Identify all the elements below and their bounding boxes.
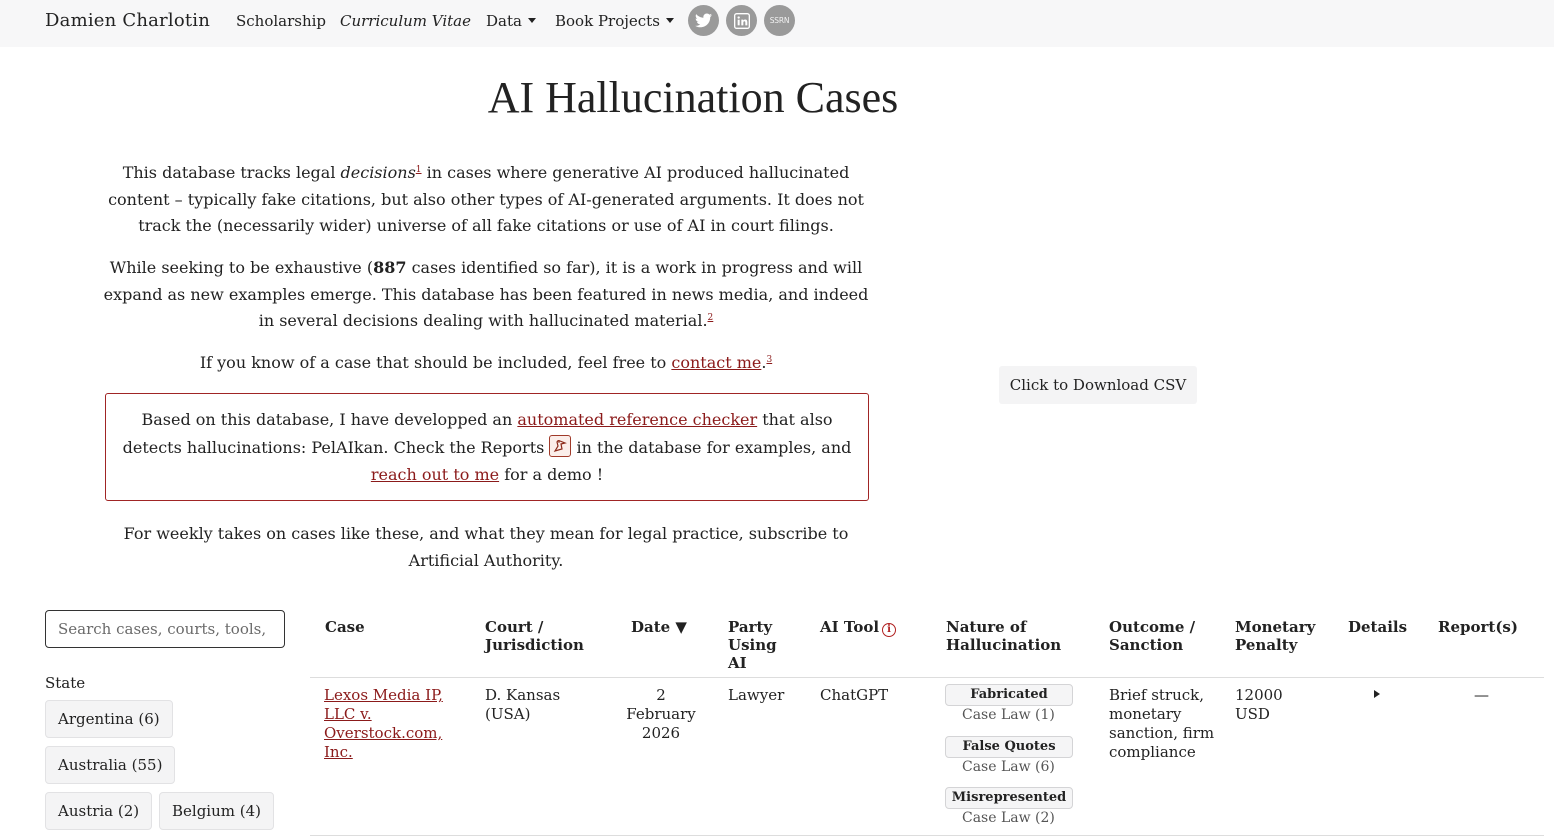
court-cell: D. Kansas (USA) bbox=[485, 686, 561, 723]
nature-tag-false-quotes: False Quotes bbox=[945, 736, 1073, 758]
brand-link[interactable]: Damien Charlotin bbox=[45, 10, 211, 31]
caret-down-icon bbox=[666, 18, 674, 23]
nav-scholarship[interactable]: Scholarship bbox=[236, 12, 327, 30]
case-link[interactable]: Lexos Media IP, LLC v. Overstock.com, Inc. bbox=[324, 686, 443, 761]
state-chip-argentina[interactable]: Argentina (6) bbox=[45, 700, 173, 738]
callout-text: in the database for examples, and bbox=[571, 437, 852, 457]
intro-paragraph-3 bbox=[100, 350, 872, 377]
table-header-divider bbox=[310, 677, 1544, 678]
column-header-ai-tool-label: AI Tool bbox=[820, 618, 880, 636]
column-header-penalty[interactable]: Monetary Penalty bbox=[1235, 618, 1316, 654]
state-chip-austria[interactable]: Austria (2) bbox=[45, 792, 152, 830]
footnote-2-link[interactable]: 2 bbox=[707, 313, 714, 323]
search-input[interactable] bbox=[45, 610, 285, 648]
nav-data-label: Data bbox=[486, 12, 522, 30]
page-title bbox=[0, 72, 1386, 123]
intro-text: . bbox=[761, 353, 767, 372]
twitter-icon[interactable] bbox=[688, 5, 719, 36]
state-chip-australia[interactable]: Australia (55) bbox=[45, 746, 175, 784]
pelican-report-icon bbox=[549, 435, 571, 457]
ssrn-label: SSRN bbox=[769, 16, 790, 25]
column-header-reports[interactable]: Report(s) bbox=[1438, 618, 1518, 636]
nav-book-projects-label: Book Projects bbox=[555, 12, 660, 30]
nature-tag-fabricated: Fabricated bbox=[945, 684, 1073, 706]
page-title-text: AI Hallucination Cases bbox=[487, 73, 899, 122]
reports-cell: — bbox=[1474, 686, 1489, 704]
nature-sub-false-quotes: Case Law (6) bbox=[962, 759, 1055, 775]
column-header-case[interactable]: Case bbox=[325, 618, 365, 636]
nature-sub-fabricated: Case Law (1) bbox=[962, 707, 1055, 723]
nav-book-projects-dropdown[interactable] bbox=[555, 12, 674, 30]
ai-tool-cell: ChatGPT bbox=[820, 686, 889, 704]
column-header-date-sorted[interactable]: Date ▼ bbox=[631, 618, 687, 636]
column-header-party[interactable]: Party Using AI bbox=[728, 618, 777, 672]
callout-text: for a demo ! bbox=[499, 465, 604, 484]
footnote-3-link[interactable]: 3 bbox=[766, 355, 773, 365]
ssrn-icon[interactable] bbox=[764, 5, 795, 36]
column-header-details[interactable]: Details bbox=[1348, 618, 1408, 636]
intro-paragraph-1 bbox=[100, 160, 872, 240]
linkedin-icon[interactable] bbox=[726, 5, 757, 36]
nature-sub-misrepresented: Case Law (2) bbox=[962, 810, 1055, 826]
intro-paragraph-2 bbox=[100, 255, 872, 335]
intro-text: If you know of a case that should be included, feel free to bbox=[199, 353, 672, 372]
column-header-court[interactable]: Court / Jurisdiction bbox=[485, 618, 584, 654]
column-header-ai-tool[interactable] bbox=[820, 618, 896, 637]
state-filter-label: State bbox=[45, 674, 86, 692]
state-chip-belgium[interactable]: Belgium (4) bbox=[159, 792, 274, 830]
nav-curriculum-vitae[interactable]: Curriculum Vitae bbox=[340, 12, 472, 30]
expand-details-icon[interactable] bbox=[1374, 690, 1380, 698]
nature-tag-misrepresented: Misrepresented bbox=[945, 787, 1073, 809]
navbar bbox=[0, 0, 1554, 47]
intro-emphasis: decisions bbox=[340, 163, 416, 182]
pelaikan-callout bbox=[105, 393, 869, 501]
reference-checker-link[interactable]: automated reference checker bbox=[517, 410, 758, 429]
callout-text: that also detects hallucinations: PelAIkan. Check the Reports bbox=[122, 410, 833, 457]
penalty-cell: 12000 USD bbox=[1235, 686, 1283, 723]
intro-text: in cases where generative AI produced hallucinated content – typically fake citations, but also other types of AI-generated arguments. It does not track the (necessarily wider) universe of all fake citations or use of AI in court filings. bbox=[108, 163, 864, 235]
footnote-1-link[interactable]: 1 bbox=[415, 165, 422, 175]
info-icon[interactable]: i bbox=[882, 623, 896, 637]
download-csv-button[interactable]: Click to Download CSV bbox=[999, 366, 1197, 404]
date-cell: 2 February 2026 bbox=[626, 686, 696, 742]
contact-me-link[interactable]: contact me bbox=[671, 353, 762, 372]
nav-data-dropdown[interactable] bbox=[486, 12, 536, 30]
column-header-nature[interactable]: Nature of Hallucination bbox=[946, 618, 1062, 654]
intro-paragraph-subscribe: For weekly takes on cases like these, and what they mean for legal practice, subscribe to Artificial Authority. bbox=[123, 524, 849, 570]
case-count: 887 bbox=[373, 258, 407, 277]
intro-text: While seeking to be exhaustive ( bbox=[109, 258, 374, 277]
case-name-cell bbox=[324, 686, 454, 762]
outcome-cell: Brief struck, monetary sanction, firm compliance bbox=[1109, 686, 1215, 761]
column-header-outcome[interactable]: Outcome / Sanction bbox=[1109, 618, 1196, 654]
callout-text: Based on this database, I have developped an bbox=[141, 410, 518, 429]
table-row-divider bbox=[310, 835, 1544, 836]
intro-text: This database tracks legal bbox=[122, 163, 341, 182]
party-cell: Lawyer bbox=[728, 686, 785, 704]
caret-down-icon bbox=[528, 18, 536, 23]
intro-text: cases identified so far), it is a work in progress and will expand as new examples emerge. This database has been featured in news media, and indeed in several decisions dealing with hallucinated material. bbox=[103, 258, 869, 330]
reach-out-link[interactable]: reach out to me bbox=[370, 465, 500, 484]
